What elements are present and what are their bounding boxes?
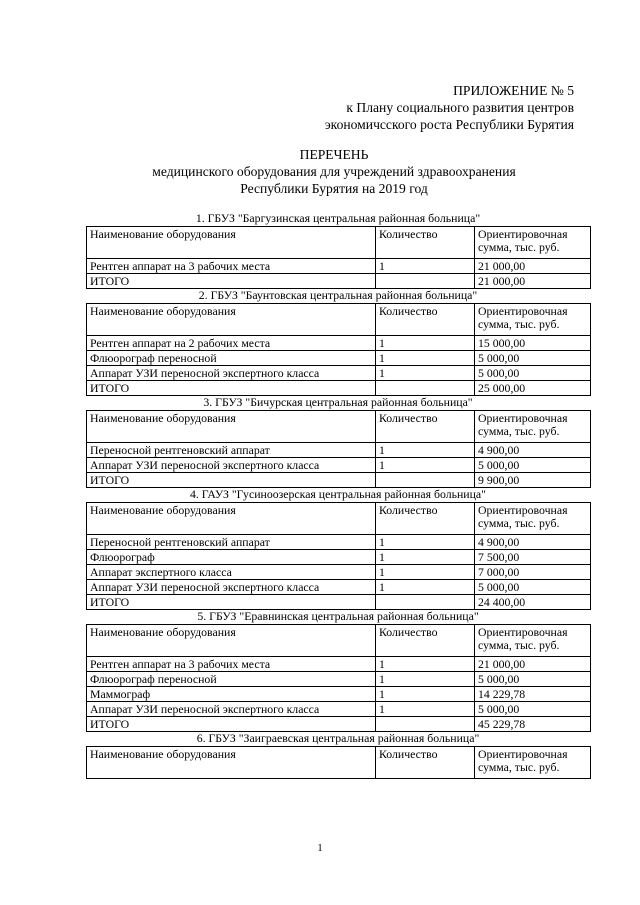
total-quantity [376,473,475,488]
equipment-sum: 5 000,00 [475,351,591,366]
column-header-sum: Ориентировочная сумма, тыс. руб. [475,747,591,779]
equipment-name: Рентген аппарат на 3 рабочих места [87,657,376,672]
table-row [87,336,591,351]
column-header-quantity: Количество [376,411,475,443]
total-row [87,595,591,610]
table-header-row [87,747,591,779]
table-row [87,672,591,687]
total-sum: 9 900,00 [475,473,591,488]
total-quantity [376,274,475,289]
equipment-sum: 5 000,00 [475,580,591,595]
title-line3: Республики Бурятия на 2019 год [240,181,428,196]
appendix-header [325,82,574,133]
equipment-table [86,303,591,396]
total-quantity [376,381,475,396]
equipment-name: Переносной рентгеновский аппарат [87,535,376,550]
equipment-sum: 7 500,00 [475,550,591,565]
column-header-sum: Ориентировочная сумма, тыс. руб. [475,625,591,657]
equipment-sum: 7 000,00 [475,565,591,580]
equipment-table [86,624,591,732]
equipment-quantity: 1 [376,443,475,458]
equipment-sum: 5 000,00 [475,458,591,473]
total-sum: 25 000,00 [475,381,591,396]
column-header-quantity: Количество [376,747,475,779]
total-label: ИТОГО [87,595,376,610]
section-heading: 1. ГБУЗ "Баргузинская центральная районная больница" [195,211,481,225]
equipment-quantity: 1 [376,259,475,274]
equipment-name: Маммограф [87,687,376,702]
total-quantity [376,595,475,610]
table-header-row [87,411,591,443]
total-quantity [376,717,475,732]
equipment-quantity: 1 [376,458,475,473]
table-row [87,702,591,717]
page-number: 1 [317,842,323,854]
column-header-sum: Ориентировочная сумма, тыс. руб. [475,411,591,443]
section-heading: 2. ГБУЗ "Баунтовская центральная районная больница" [198,288,478,302]
equipment-table [86,746,591,779]
column-header-name: Наименование оборудования [87,227,376,259]
equipment-name: Рентген аппарат на 2 рабочих места [87,336,376,351]
appendix-subtitle-line1: к Плану социального развития центров [346,100,574,115]
equipment-quantity: 1 [376,580,475,595]
total-label: ИТОГО [87,717,376,732]
table-row [87,351,591,366]
equipment-table [86,502,591,610]
total-row [87,717,591,732]
appendix-subtitle-line2: экономичсского роста Республики Бурятия [324,117,574,132]
equipment-sum: 14 229,78 [475,687,591,702]
equipment-sum: 4 900,00 [475,535,591,550]
equipment-sum: 21 000,00 [475,259,591,274]
appendix-number: ПРИЛОЖЕНИЕ № 5 [453,83,574,98]
total-sum: 45 229,78 [475,717,591,732]
total-sum: 24 400,00 [475,595,591,610]
title-line1: ПЕРЕЧЕНЬ [299,147,369,162]
table-header-row [87,227,591,259]
equipment-name: Аппарат УЗИ переносной экспертного класса [87,366,376,381]
table-header-row [87,503,591,535]
equipment-quantity: 1 [376,550,475,565]
total-row [87,381,591,396]
column-header-quantity: Количество [376,304,475,336]
equipment-quantity: 1 [376,336,475,351]
column-header-sum: Ориентировочная сумма, тыс. руб. [475,304,591,336]
equipment-table [86,410,591,488]
column-header-name: Наименование оборудования [87,747,376,779]
equipment-name: Аппарат УЗИ переносной экспертного класса [87,458,376,473]
table-row [87,458,591,473]
column-header-name: Наименование оборудования [87,304,376,336]
table-row [87,580,591,595]
equipment-name: Аппарат экспертного класса [87,565,376,580]
column-header-sum: Ориентировочная сумма, тыс. руб. [475,227,591,259]
equipment-name: Флюорограф переносной [87,672,376,687]
equipment-name: Флюорограф [87,550,376,565]
table-row [87,443,591,458]
equipment-name: Аппарат УЗИ переносной экспертного класса [87,702,376,717]
table-row [87,687,591,702]
section-heading: 5. ГБУЗ "Еравнинская центральная районная больница" [197,609,479,623]
equipment-quantity: 1 [376,672,475,687]
table-header-row [87,304,591,336]
equipment-sum: 15 000,00 [475,336,591,351]
total-row [87,473,591,488]
equipment-name: Флюорограф переносной [87,351,376,366]
equipment-quantity: 1 [376,657,475,672]
table-row [87,535,591,550]
column-header-quantity: Количество [376,625,475,657]
column-header-sum: Ориентировочная сумма, тыс. руб. [475,503,591,535]
column-header-name: Наименование оборудования [87,625,376,657]
section-heading: 3. ГБУЗ "Бичурская центральная районная больница" [203,395,473,409]
table-row [87,550,591,565]
equipment-sum: 5 000,00 [475,366,591,381]
total-row [87,274,591,289]
total-sum: 21 000,00 [475,274,591,289]
equipment-sum: 4 900,00 [475,443,591,458]
equipment-table [86,226,591,289]
title-line2: медицинского оборудования для учреждений здравоохранения [152,164,516,179]
column-header-name: Наименование оборудования [87,503,376,535]
table-row [87,259,591,274]
equipment-quantity: 1 [376,565,475,580]
equipment-quantity: 1 [376,702,475,717]
equipment-quantity: 1 [376,535,475,550]
equipment-sum: 5 000,00 [475,672,591,687]
table-row [87,366,591,381]
equipment-sections [86,212,590,779]
equipment-quantity: 1 [376,351,475,366]
table-row [87,565,591,580]
equipment-quantity: 1 [376,687,475,702]
table-row [87,657,591,672]
column-header-quantity: Количество [376,503,475,535]
total-label: ИТОГО [87,473,376,488]
equipment-sum: 5 000,00 [475,702,591,717]
total-label: ИТОГО [87,381,376,396]
column-header-name: Наименование оборудования [87,411,376,443]
equipment-name: Рентген аппарат на 3 рабочих места [87,259,376,274]
equipment-sum: 21 000,00 [475,657,591,672]
section-heading: 4. ГАУЗ "Гусиноозерская центральная районная больница" [190,487,486,501]
equipment-quantity: 1 [376,366,475,381]
table-header-row [87,625,591,657]
equipment-name: Переносной рентгеновский аппарат [87,443,376,458]
document-title [86,146,582,197]
equipment-name: Аппарат УЗИ переносной экспертного класса [87,580,376,595]
total-label: ИТОГО [87,274,376,289]
section-heading: 6. ГБУЗ "Заиграевская центральная районная больница" [196,731,480,745]
column-header-quantity: Количество [376,227,475,259]
